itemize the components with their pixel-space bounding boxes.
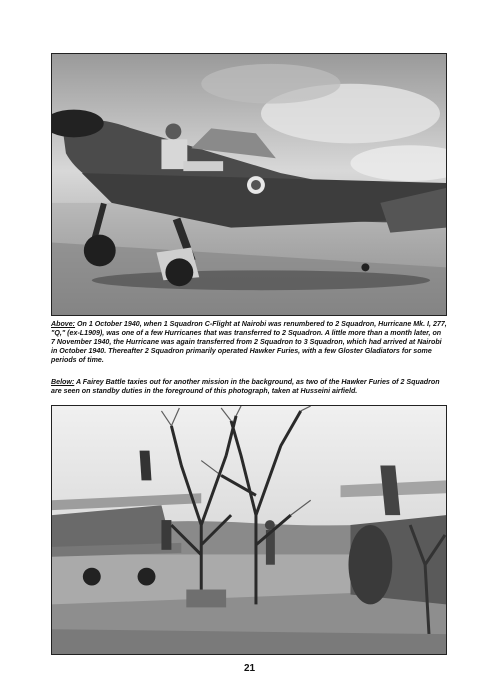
caption-above — [51, 320, 447, 365]
hurricane-photo-image — [52, 54, 446, 315]
caption-above-text: On 1 October 1940, when 1 Squadron C-Flight at Nairobi was renumbered to 2 Squadron, Hurricane Mk. I, 277, "Q," (ex-L1909), was one of a few Hurricanes that was transferred to 2 Squadron. A little more than a month later, on 7 November 1940, the Hurricane was again transferred from 2 Squadron to 3 Squadron, which had arrived at Nairobi in October 1940. Thereafter 2 Squadron primarily operated Hawker Furies, with a few Gloster Gladiators for some periods of time. — [51, 320, 447, 365]
caption-above-label: Above: — [51, 320, 76, 328]
page-number: 21 — [243, 663, 256, 674]
caption-below-label: Below: — [51, 378, 75, 386]
photo-hurricane — [51, 53, 447, 316]
furies-photo-image — [52, 406, 446, 654]
caption-below-text: A Fairey Battle taxies out for another mission in the background, as two of the Hawker Furies of 2 Squadron are seen on standby duties in the foreground of this photograph, taken at Husseini airfield. — [51, 378, 440, 396]
caption-below — [51, 378, 447, 396]
photo-hawker-furies — [51, 405, 447, 655]
